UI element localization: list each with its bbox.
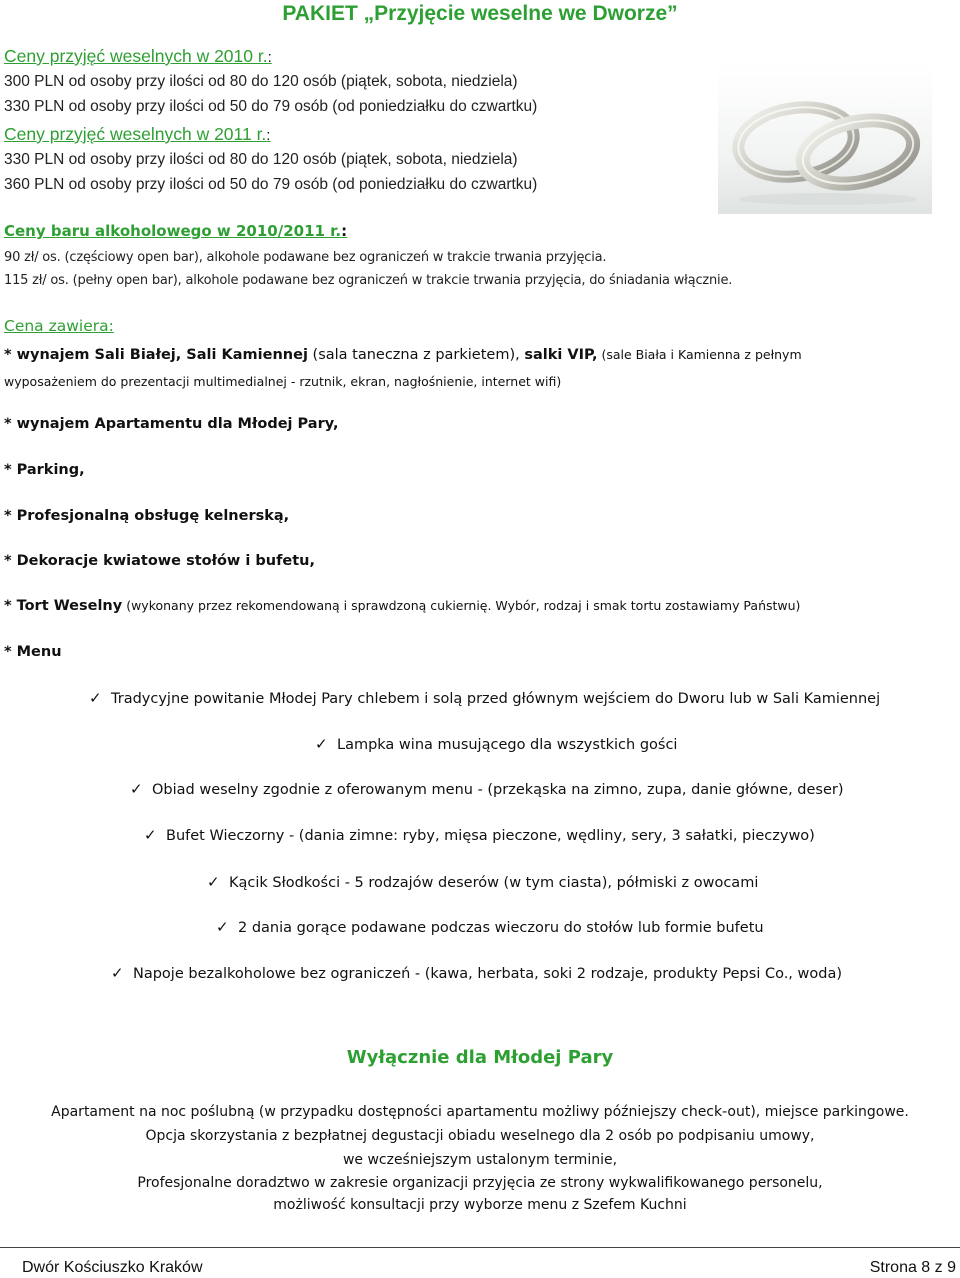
check-icon: ✓: [89, 689, 102, 707]
check-icon: ✓: [315, 735, 328, 753]
check-icon: ✓: [130, 780, 143, 798]
check-icon: ✓: [207, 873, 220, 891]
includes-item-decorations: * Dekoracje kwiatowe stołów i bufetu,: [4, 553, 315, 569]
wedding-rings-image: [718, 64, 932, 214]
page-title: PAKIET „Przyjęcie weselne we Dworze”: [282, 2, 678, 25]
includes-heading: Cena zawiera:: [4, 317, 114, 335]
prices-2010-heading: Ceny przyjęć weselnych w 2010 r.:: [4, 46, 272, 66]
prices-2010-line-2: 330 PLN od osoby przy ilości od 50 do 79 osób (od poniedziałku do czwartku): [4, 98, 538, 115]
check-icon: ✓: [111, 964, 124, 982]
menu-item: ✓ Lampka wina musującego dla wszystkich gości: [315, 735, 678, 753]
check-icon: ✓: [216, 918, 229, 936]
exclusive-line: Opcja skorzystania z bezpłatnej degustacji obiadu weselnego dla 2 osób po podpisaniu umowy,: [145, 1128, 815, 1144]
bar-price-line-2: 115 zł/ os. (pełny open bar), alkohole podawane bez ograniczeń w trakcie trwania przyjęcia, do śniadania włącznie.: [4, 273, 733, 288]
includes-item-parking: * Parking,: [4, 462, 85, 478]
exclusive-line: we wcześniejszym ustalonym terminie,: [342, 1152, 618, 1168]
exclusive-line: Profesjonalne doradztwo w zakresie organizacji przyjęcia ze strony wykwalifikowanego personelu,: [137, 1175, 823, 1191]
footer-page-number: Strona 8 z 9: [869, 1259, 956, 1276]
includes-item-cake: * Tort Weselny (wykonany przez rekomendowaną i sprawdzoną cukiernię. Wybór, rodzaj i smak tortu zostawiamy Państwu): [4, 598, 801, 614]
footer-divider: [0, 1247, 960, 1248]
includes-item-apartment: * wynajem Apartamentu dla Młodej Pary,: [4, 416, 339, 432]
menu-item: ✓ Napoje bezalkoholowe bez ograniczeń - (kawa, herbata, soki 2 rodzaje, produkty Pepsi Co., woda): [111, 964, 842, 982]
menu-item: ✓ Kącik Słodkości - 5 rodzajów deserów (w tym ciasta), półmiski z owocami: [207, 873, 759, 891]
includes-item-service: * Profesjonalną obsługę kelnerską,: [4, 508, 290, 524]
bar-price-line-1: 90 zł/ os. (częściowy open bar), alkohole podawane bez ograniczeń w trakcie trwania przyjęcia.: [4, 250, 607, 265]
footer-left: Dwór Kościuszko Kraków: [22, 1259, 203, 1276]
prices-2011-heading: Ceny przyjęć weselnych w 2011 r.:: [4, 124, 271, 144]
bar-prices-heading: Ceny baru alkoholowego w 2010/2011 r.:: [4, 222, 348, 240]
includes-item-menu: * Menu: [4, 644, 62, 660]
prices-2011-line-1: 330 PLN od osoby przy ilości od 80 do 120 osób (piątek, sobota, niedziela): [4, 151, 518, 168]
check-icon: ✓: [144, 826, 157, 844]
menu-item: ✓ Bufet Wieczorny - (dania zimne: ryby, mięsa pieczone, wędliny, sery, 3 sałatki, pieczywo): [144, 826, 815, 844]
menu-item: ✓ Obiad weselny zgodnie z oferowanym menu - (przekąska na zimno, zupa, danie główne, deser): [130, 780, 844, 798]
prices-2011-line-2: 360 PLN od osoby przy ilości od 50 do 79 osób (od poniedziałku do czwartku): [4, 176, 538, 193]
includes-item-venue-cont: wyposażeniem do prezentacji multimedialnej - rzutnik, ekran, nagłośnienie, internet wifi): [4, 374, 562, 389]
prices-2010-line-1: 300 PLN od osoby przy ilości od 80 do 120 osób (piątek, sobota, niedziela): [4, 73, 518, 90]
includes-item-venue: * wynajem Sali Białej, Sali Kamiennej (sala taneczna z parkietem), salki VIP, (sale Biała i Kamienna z pełnym: [4, 347, 802, 363]
menu-item: ✓ 2 dania gorące podawane podczas wieczoru do stołów lub formie bufetu: [216, 918, 764, 936]
exclusive-heading: Wyłącznie dla Młodej Pary: [346, 1047, 614, 1068]
menu-item: ✓ Tradycyjne powitanie Młodej Pary chlebem i solą przed głównym wejściem do Dworu lub w Sali Kamiennej: [89, 689, 881, 707]
exclusive-line: możliwość konsultacji przy wyborze menu z Szefem Kuchni: [273, 1197, 687, 1213]
exclusive-line: Apartament na noc poślubną (w przypadku dostępności apartamentu możliwy późniejszy check-out), miejsce parkingowe.: [51, 1104, 909, 1120]
